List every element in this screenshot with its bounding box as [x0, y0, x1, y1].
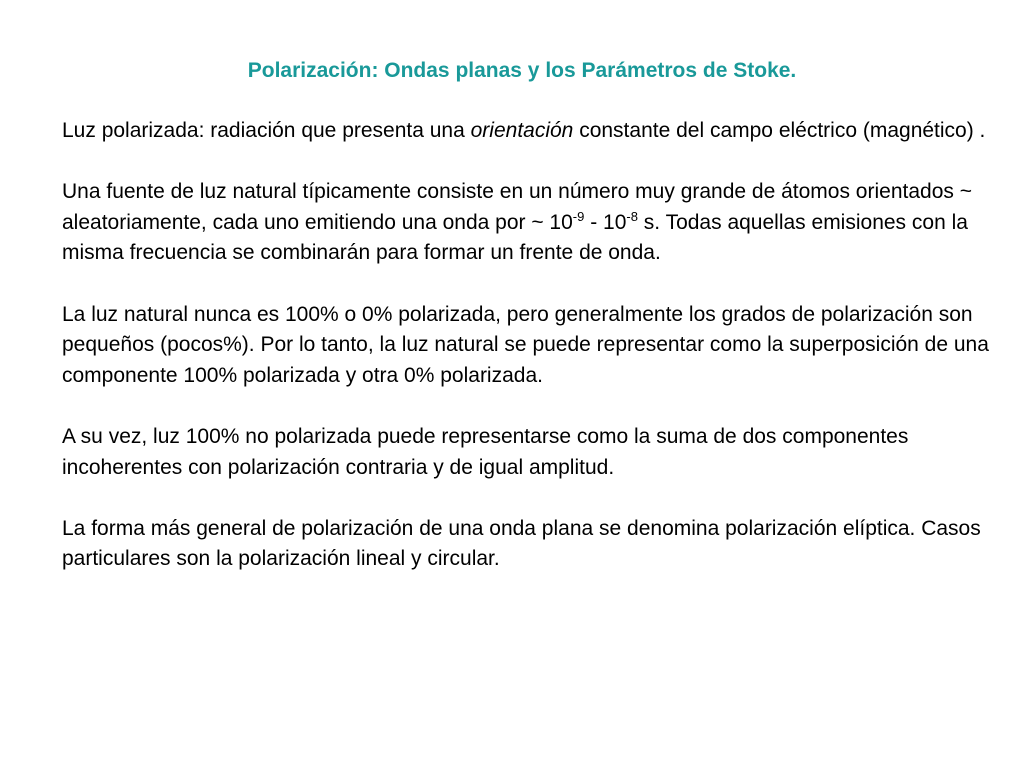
paragraph-natural-source-text-b: - 10 — [584, 210, 627, 234]
paragraph-natural-source-text-c: s. Todas aquellas emisiones con la misma frecuencia se combinarán para formar un frente de onda. — [62, 210, 968, 265]
exponent-minus-9: -9 — [572, 208, 585, 224]
paragraph-natural-source-text-a: Una fuente de luz natural típicamente consiste en un número muy grande de átomos orientados ~ aleatoriamente, cada uno emitiendo una onda por ~ 10 — [62, 180, 972, 234]
paragraph-unpolarized: A su vez, luz 100% no polarizada puede representarse como la suma de dos componentes incoherentes con polarización contraria y de igual amplitud. — [62, 424, 909, 479]
paragraph-natural-light: La luz natural nunca es 100% o 0% polarizada, pero generalmente los grados de polarización son pequeños (pocos%). Por lo tanto, la luz natural se puede representar como la superposición de una componente 100% polarizada y otra 0% polarizada. — [62, 302, 989, 387]
slide-body — [62, 116, 1002, 606]
paragraph-definition-text-b: constante del campo eléctrico (magnético) . — [573, 119, 986, 142]
exponent-minus-8: -8 — [626, 208, 638, 224]
slide-title: Polarización: Ondas planas y los Parámetros de Stoke. — [247, 59, 797, 82]
paragraph-natural-source — [62, 177, 1002, 269]
emphasis-orientacion: orientación — [470, 119, 574, 142]
paragraph-definition — [62, 116, 1002, 147]
paragraph-elliptical: La forma más general de polarización de una onda plana se denomina polarización elíptica. Casos particulares son la polarización lineal y circular. — [62, 516, 981, 571]
paragraph-definition-text-a: Luz polarizada: radiación que presenta una — [62, 119, 471, 142]
